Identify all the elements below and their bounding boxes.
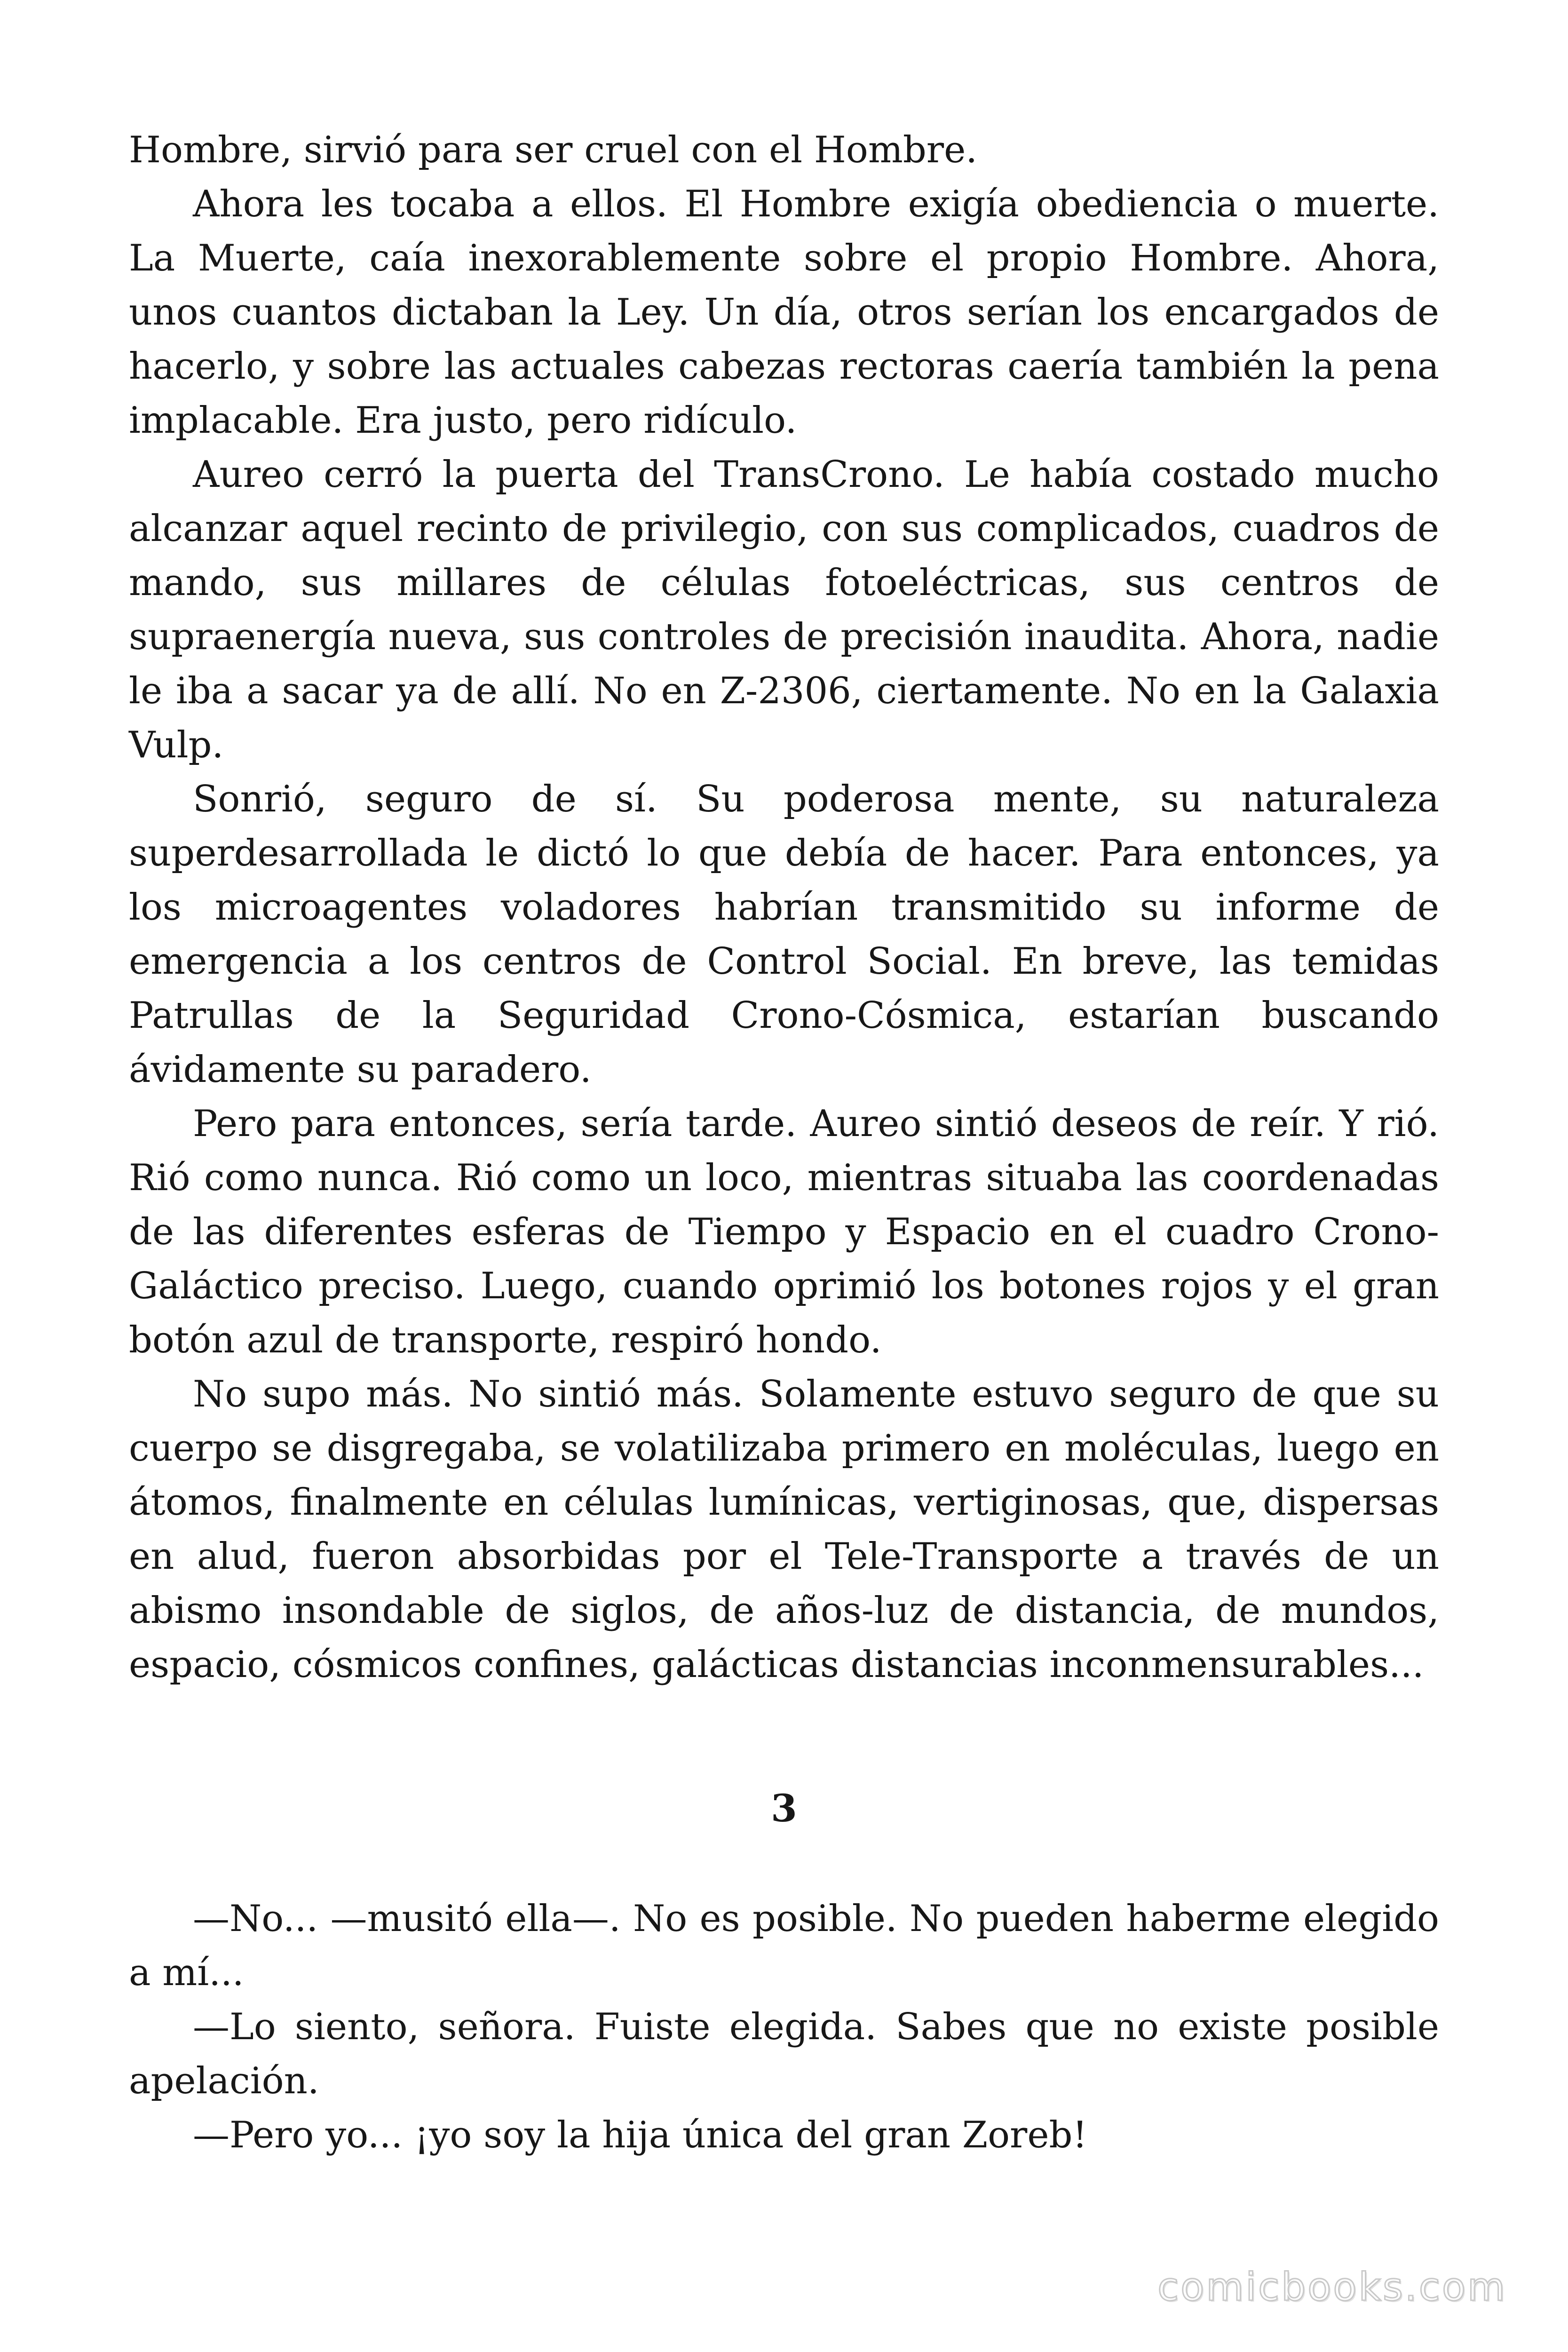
dialogue-paragraph: —Pero yo... ¡yo soy la hija única del gran Zoreb! [193,2114,1087,2156]
paragraph: Hombre, sirvió para ser cruel con el Hombre. [129,129,978,171]
dialogue-paragraph: —No... —musitó ella—. No es posible. No pueden haberme elegido a mí... [129,1898,1439,1994]
paragraph: Pero para entonces, sería tarde. Aureo sintió deseos de reír. Y rió. Rió como nunca. Rió como un loco, mientras situaba las coordenadas de las diferentes esferas de Tiempo y Espacio en el cuadro Crono-Galáctico preciso. Luego, cuando oprimió los botones rojos y el gran botón azul de transporte, respiró hondo. [129,1103,1439,1361]
paragraph: Aureo cerró la puerta del TransCrono. Le había costado mucho alcanzar aquel recinto de privilegio, con sus complicados, cuadros de mando, sus millares de células fotoeléctricas, sus centros de supraenergía nueva, sus controles de precisión inaudita. Ahora, nadie le iba a sacar ya de allí. No en Z-2306, ciertamente. No en la Galaxia Vulp. [129,453,1439,766]
paragraph: No supo más. No sintió más. Solamente estuvo seguro de que su cuerpo se disgregaba, se volatilizaba primero en moléculas, luego en átomos, finalmente en células lumínicas, vertiginosas, que, dispersas en alud, fueron absorbidas por el Tele-Transporte a través de un abismo insondable de siglos, de años-luz de distancia, de mundos, espacio, cósmicos confines, galácticas distancias inconmensurables... [129,1373,1439,1686]
chapter-number-heading: 3 [771,1786,797,1830]
paragraph: Sonrió, seguro de sí. Su poderosa mente, su naturaleza superdesarrollada le dictó lo que debía de hacer. Para entonces, ya los microagentes voladores habrían transmitido su informe de emergencia a los centros de Control Social. En breve, las temidas Patrullas de la Seguridad Crono-Cósmica, estarían buscando ávidamente su paradero. [129,778,1439,1091]
page-text-column [129,123,1439,2240]
watermark-text: comicbooks.com [1157,2265,1507,2310]
dialogue-paragraph: —Lo siento, señora. Fuiste elegida. Sabes que no existe posible apelación. [129,2006,1439,2102]
paragraph: Ahora les tocaba a ellos. El Hombre exigía obediencia o muerte. La Muerte, caía inexorablemente sobre el propio Hombre. Ahora, unos cuantos dictaban la Ley. Un día, otros serían los encargados de hacerlo, y sobre las actuales cabezas rectoras caería también la pena implacable. Era justo, pero ridículo. [129,183,1439,442]
